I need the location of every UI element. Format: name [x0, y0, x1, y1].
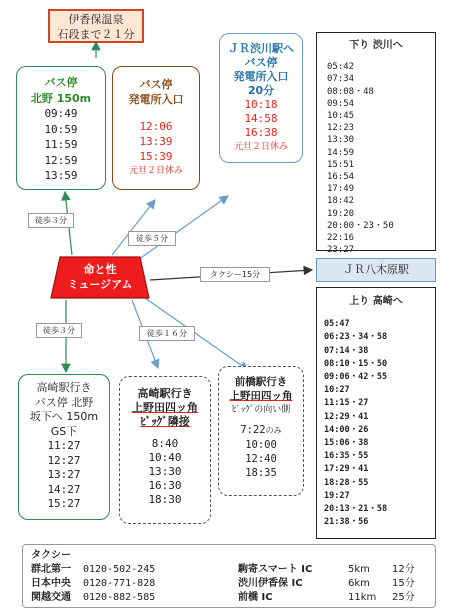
- up-train-time: 14:00・26: [324, 424, 369, 435]
- ic-name: 駒寄スマート IC: [238, 564, 313, 575]
- takasaki-bus-time: 15:27: [47, 497, 81, 510]
- down-train-time: 22:16: [327, 233, 355, 244]
- shibukawa-bus-time: 10:18: [244, 98, 278, 111]
- up-train-time: 12:29・41: [324, 411, 369, 422]
- down-train-time: 05:42: [327, 62, 355, 73]
- bus-hatsuden-subtitle: 発電所入口: [128, 93, 184, 106]
- bus-hatsuden-time: 13:39: [139, 135, 173, 148]
- bus-kitano-time: 12:59: [44, 153, 78, 167]
- museum-line2: ミュージアム: [67, 278, 133, 291]
- ueno-bus-time: 18:30: [148, 493, 182, 506]
- down-train-time: 10:45: [327, 111, 355, 122]
- ueno-bus-box: [119, 376, 211, 524]
- bus-kitano-time: 11:59: [44, 138, 78, 151]
- ic-time: 15分: [392, 578, 415, 589]
- up-train-time: 11:15・27: [324, 398, 369, 409]
- ueno-bus-time: 16:30: [148, 479, 182, 492]
- taxi-phone: 0120-771-828: [83, 578, 156, 589]
- bus-kitano-time: 10:59: [44, 122, 78, 136]
- bus-hatsuden-time: 15:39: [139, 150, 173, 163]
- label-walk5: 徒歩５分: [128, 231, 176, 246]
- maebashi-bus-line: ﾋﾞｯｸﾞの向い側: [231, 405, 291, 415]
- takasaki-bus-time: 12:27: [47, 453, 81, 467]
- up-train-time: 19:27: [324, 490, 350, 501]
- ic-distance: 5km: [348, 564, 370, 575]
- up-train-time: 09:06・42・55: [324, 372, 388, 383]
- up-train-title: 上り 高崎へ: [349, 296, 403, 307]
- ic-section: [238, 563, 415, 605]
- takasaki-bus-time: 11:27: [47, 439, 81, 452]
- maebashi-bus-time: 10:00: [245, 439, 277, 451]
- maebashi-bus-line: 前橋駅行き: [234, 376, 288, 388]
- jr-yagihara-station: [316, 258, 436, 282]
- up-train-time: 08:10・15・50: [324, 358, 388, 369]
- up-train-time: 21:38・56: [324, 517, 369, 528]
- arrow-museum-hatsuden: [112, 200, 155, 255]
- shibukawa-bus-time: 14:58: [244, 112, 278, 125]
- up-train-time: 18:28・55: [324, 477, 369, 488]
- taxi-name: 群北第一: [31, 564, 71, 575]
- down-train-time: 13:30: [327, 135, 355, 146]
- museum-label: [50, 262, 150, 292]
- takasaki-bus-line: 坂下へ 150m: [29, 410, 99, 423]
- onsen-distance: 石段まで２１分: [57, 28, 135, 41]
- up-train-time: 20:13・21・58: [324, 504, 388, 515]
- taxi-title: タクシー: [31, 550, 71, 561]
- taxi-section: [31, 549, 155, 605]
- bus-kitano-time: 13:59: [44, 169, 78, 182]
- label-taxi15: タクシー15分: [200, 267, 270, 282]
- takasaki-bus-time: 14:27: [47, 482, 81, 496]
- label-walk3-up: 徒歩３分: [28, 213, 74, 228]
- down-train-box: [316, 32, 436, 256]
- up-train-time: 06:23・34・58: [324, 332, 388, 343]
- maebashi-bus-time: 18:35: [245, 467, 277, 479]
- bus-hatsuden-time: 12:06: [139, 120, 173, 133]
- label-walk16: 徒歩１６分: [139, 326, 195, 341]
- down-train-time: 16:54: [327, 172, 355, 183]
- shibukawa-bus-time: 16:38: [244, 126, 278, 139]
- shibukawa-bus-sub3: 20分: [247, 84, 275, 97]
- shibukawa-bus-box: [219, 33, 303, 163]
- ueno-bus-line: 高崎駅行き: [137, 387, 193, 400]
- info-box: [22, 544, 436, 608]
- up-train-time: 16:35・55: [324, 451, 369, 462]
- ueno-bus-time: 10:40: [148, 451, 182, 464]
- takasaki-bus-time: 13:27: [47, 468, 81, 481]
- bus-kitano-subtitle: 北野 150m: [30, 91, 92, 105]
- shibukawa-bus-sub2: 発電所入口: [233, 70, 289, 83]
- down-train-time: 20:00・23・50: [327, 220, 394, 231]
- label-walk3-down: 徒歩３分: [36, 323, 82, 338]
- down-train-time: 17:49: [327, 184, 355, 195]
- shibukawa-bus-sub1: バス停: [244, 56, 278, 69]
- ueno-bus-line: ﾋﾞｯｸﾞ隣接: [140, 415, 190, 428]
- ic-distance: 6km: [348, 578, 370, 589]
- bus-kitano-box: [16, 66, 106, 190]
- bus-hatsuden-box: [112, 66, 200, 190]
- maebashi-bus-time: 7:22: [240, 424, 266, 436]
- down-train-time: 15:51: [327, 159, 355, 170]
- ic-time: 25分: [392, 592, 415, 603]
- takasaki-bus-line: バス停 北野: [34, 395, 94, 409]
- maebashi-bus-box: [218, 366, 304, 496]
- maebashi-bus-time: 12:40: [245, 453, 277, 465]
- maebashi-bus-line: 上野田四ッ角: [229, 390, 293, 402]
- shibukawa-bus-note: 元旦２日休み: [233, 142, 288, 152]
- taxi-name: 日本中央: [31, 578, 71, 589]
- taxi-name: 関越交通: [31, 592, 71, 603]
- takasaki-bus-box: [18, 374, 110, 520]
- takasaki-bus-line: 高崎駅行き: [36, 381, 92, 394]
- ueno-bus-time: 13:30: [148, 465, 182, 478]
- ic-name: 前橋 IC: [238, 592, 273, 603]
- taxi-phone: 0120-882-585: [83, 592, 156, 603]
- up-train-time: 15:06・38: [324, 438, 369, 449]
- down-train-time: 14:59: [327, 147, 355, 158]
- down-train-time: 08:08・48: [327, 86, 374, 97]
- up-train-time: 05:47: [324, 319, 350, 330]
- bus-kitano-time: 09:49: [44, 107, 78, 120]
- up-train-time: 10:27: [324, 385, 350, 396]
- bus-kitano-title: バス停: [44, 76, 78, 89]
- maebashi-bus-time-note: のみ: [265, 426, 282, 435]
- down-train-time: 12:23: [327, 123, 355, 134]
- ic-name: 渋川伊香保 IC: [238, 578, 303, 589]
- jr-yagihara-label: ＪＲ八木原駅: [343, 263, 409, 276]
- bus-hatsuden-title: バス停: [139, 78, 173, 91]
- ueno-bus-line: 上野田四ッ角: [132, 401, 198, 414]
- bus-hatsuden-note: 元旦２日休み: [128, 166, 183, 176]
- arrow-museum-shibukawa: [135, 196, 228, 262]
- down-train-time: 23:27: [327, 245, 355, 256]
- onsen-box: [48, 9, 144, 43]
- down-train-time: 18:42: [327, 196, 355, 207]
- down-train-time: 09:54: [327, 98, 355, 109]
- museum-line1: 命と性: [83, 263, 117, 276]
- onsen-title: 伊香保温泉: [68, 13, 124, 26]
- up-train-time: 07:14・38: [324, 345, 369, 356]
- ic-distance: 11km: [348, 592, 377, 603]
- down-train-title: 下り 渋川へ: [349, 40, 403, 51]
- ic-time: 12分: [392, 564, 415, 575]
- ueno-bus-time: 8:40: [151, 437, 179, 450]
- taxi-phone: 0120-502-245: [83, 564, 156, 575]
- down-train-time: 19:20: [327, 208, 355, 219]
- down-train-time: 07:34: [327, 74, 355, 85]
- up-train-box: [316, 287, 436, 539]
- up-train-time: 17:29・41: [324, 464, 369, 475]
- shibukawa-bus-title: ＪＲ渋川駅へ: [228, 42, 294, 55]
- takasaki-bus-line: GS下: [50, 424, 78, 438]
